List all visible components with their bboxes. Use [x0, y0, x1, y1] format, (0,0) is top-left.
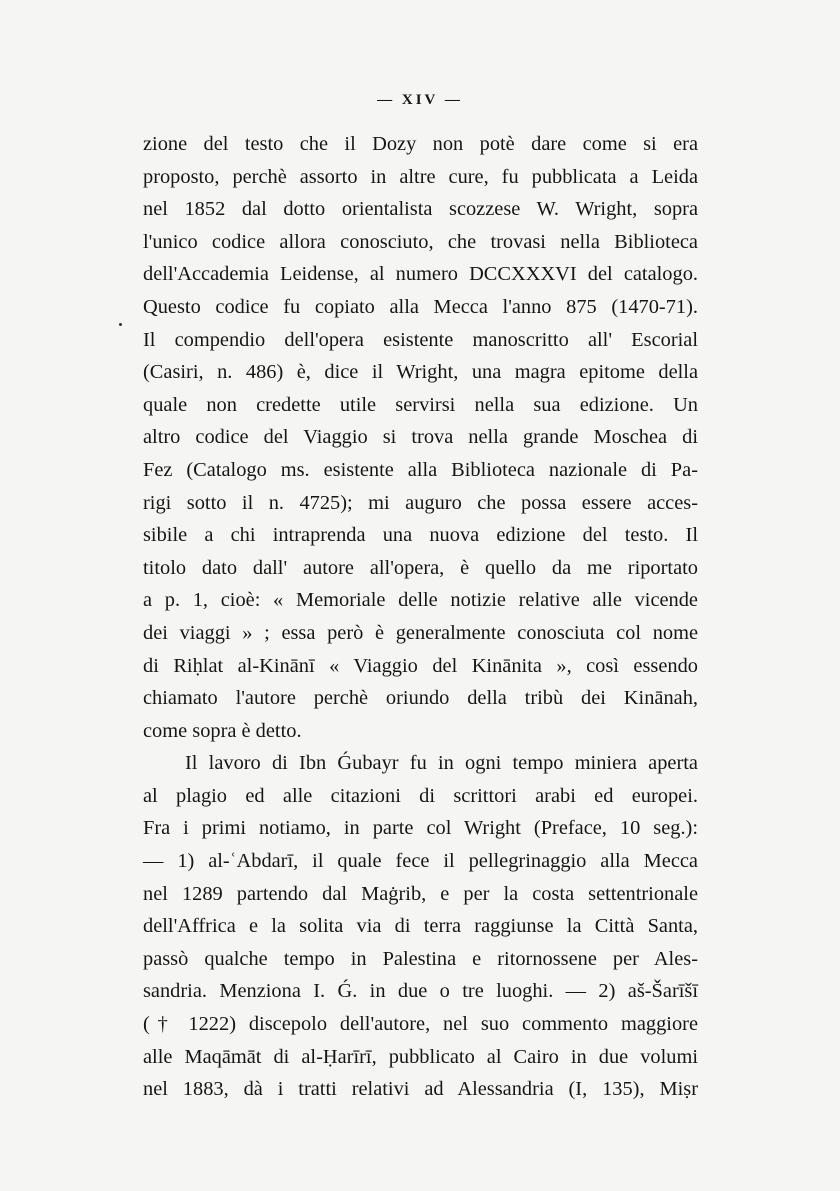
text-line: l'unico codice allora conosciuto, che trovasi nella Biblioteca	[143, 230, 698, 253]
text-line: dell'Accademia Leidense, al numero DCCXXXVI del catalogo.	[143, 263, 698, 286]
body-text	[143, 128, 698, 1106]
text-line: altro codice del Viaggio si trova nella grande Moschea di	[143, 426, 698, 449]
page-number-header: — XIV —	[377, 92, 463, 108]
text-line: sandria. Menziona I. Ǵ. in due o tre luoghi. — 2) aš-Šarīšī	[143, 980, 698, 1003]
text-line: rigi sotto il n. 4725); mi auguro che possa essere acces-	[143, 491, 698, 514]
text-line: Questo codice fu copiato alla Mecca l'anno 875 (1470-71).	[143, 295, 698, 318]
text-line: nel 1852 dal dotto orientalista scozzese W. Wright, sopra	[143, 198, 698, 221]
text-line: proposto, perchè assorto in altre cure, fu pubblicata a Leida	[143, 165, 698, 188]
text-line: sibile a chi intraprenda una nuova edizione del testo. Il	[143, 524, 698, 547]
margin-speck	[119, 323, 122, 326]
text-line: passò qualche tempo in Palestina e ritornossene per Ales-	[143, 947, 698, 970]
text-line: Il compendio dell'opera esistente manoscritto all' Escorial	[143, 328, 698, 351]
text-line: al plagio ed alle citazioni di scrittori arabi ed europei.	[143, 784, 698, 807]
text-line: zione del testo che il Dozy non potè dare come si era	[143, 133, 698, 155]
text-line: — 1) al-ʿAbdarī, il quale fece il pellegrinaggio alla Mecca	[143, 850, 698, 873]
text-line: come sopra è detto.	[143, 719, 302, 742]
text-line: a p. 1, cioè: « Memoriale delle notizie relative alle vicende	[143, 589, 698, 612]
text-line: alle Maqāmāt di al-Ḥarīrī, pubblicato al Cairo in due volumi	[143, 1045, 698, 1068]
text-line: Il lavoro di Ibn Ǵubayr fu in ogni tempo miniera aperta	[185, 752, 698, 775]
text-line: di Riḥlat al-Kinānī « Viaggio del Kinānita », così essendo	[143, 654, 698, 677]
text-line: nel 1883, dà i tratti relativi ad Alessandria (I, 135), Miṣr	[143, 1078, 698, 1101]
text-line: dell'Affrica e la solita via di terra raggiunse la Città Santa,	[143, 915, 698, 938]
text-line: dei viaggi » ; essa però è generalmente conosciuta col nome	[143, 621, 698, 644]
text-line: titolo dato dall' autore all'opera, è quello da me riportato	[143, 556, 698, 579]
text-line: († 1222) discepolo dell'autore, nel suo commento maggiore	[143, 1013, 698, 1036]
text-line: Fra i primi notiamo, in parte col Wright (Preface, 10 seg.):	[143, 817, 698, 840]
text-line: quale non credette utile servirsi nella sua edizione. Un	[143, 393, 698, 416]
text-line: nel 1289 partendo dal Maġrib, e per la costa settentrionale	[143, 882, 698, 905]
text-line: chiamato l'autore perchè oriundo della tribù dei Kinānah,	[143, 687, 698, 710]
text-line: (Casiri, n. 486) è, dice il Wright, una magra epitome della	[143, 361, 698, 384]
text-line: Fez (Catalogo ms. esistente alla Biblioteca nazionale di Pa-	[143, 458, 698, 481]
